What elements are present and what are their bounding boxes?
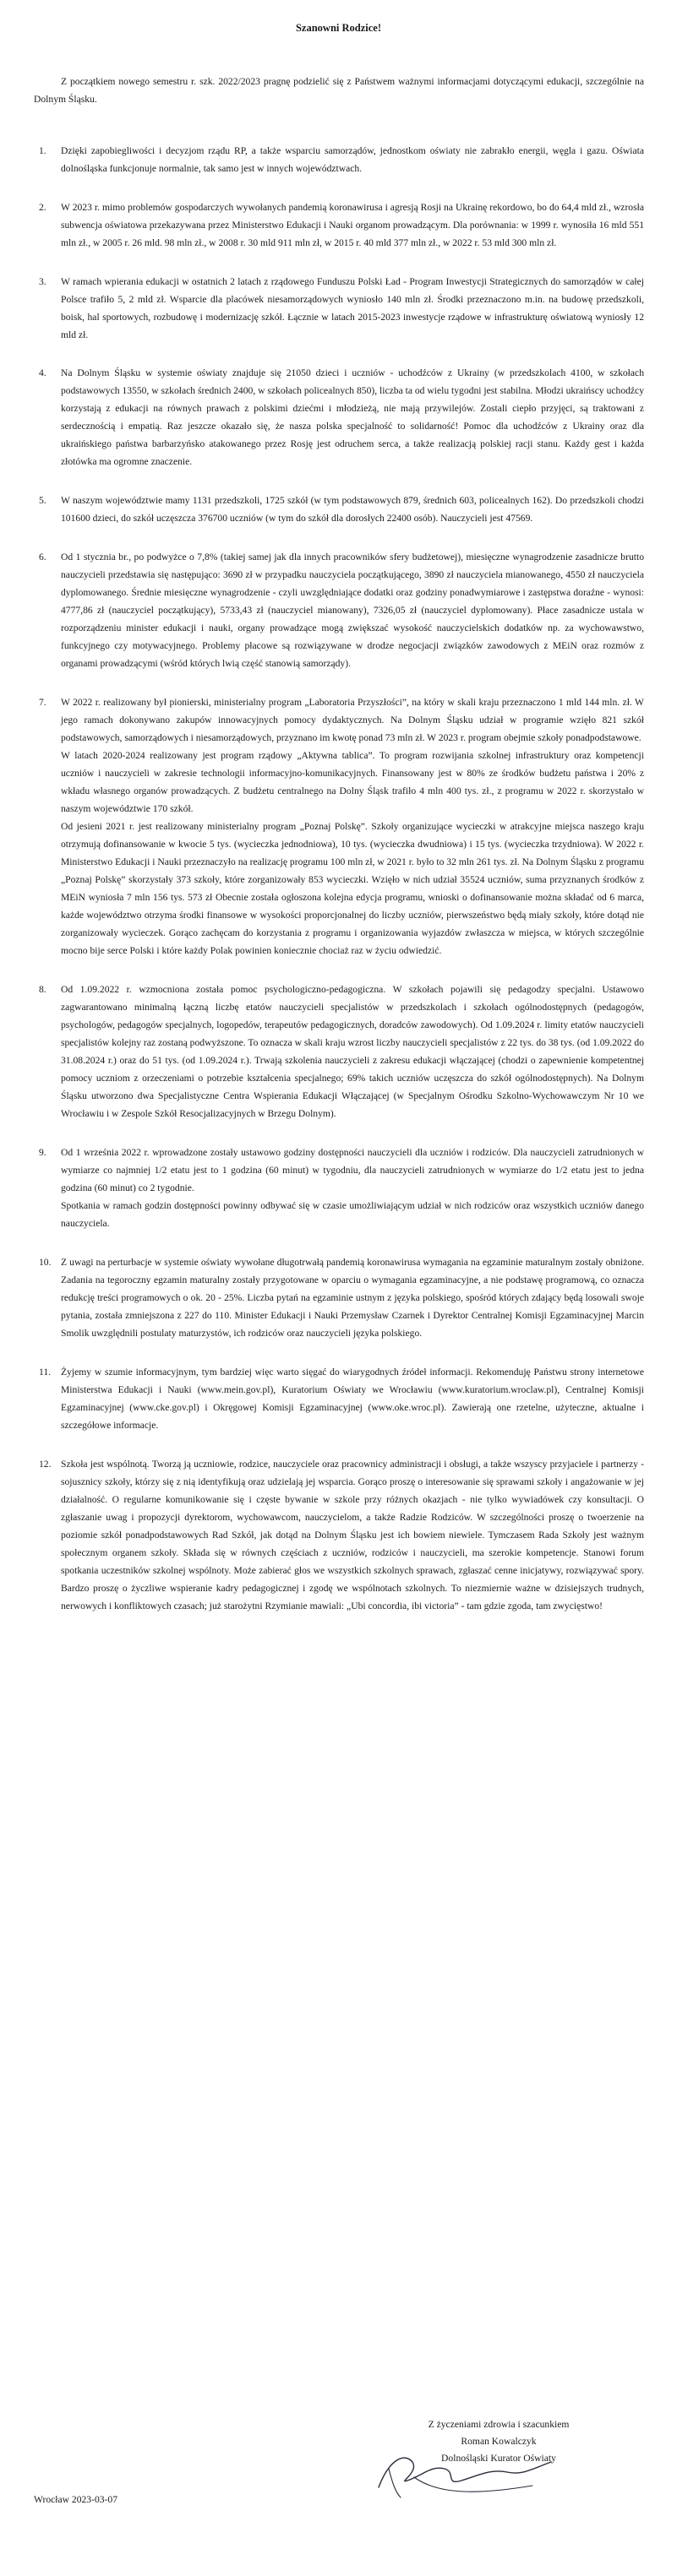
list-item-11 (34, 1363, 644, 1434)
list-item-8 (34, 981, 644, 1122)
item-number: 12. (39, 1459, 52, 1470)
item-text: Żyjemy w szumie informacyjnym, tym bardziej więc warto sięgać do wiarygodnych źródeł informacji. Rekomenduję Państwu strony internetowe Ministerstwa Edukacji i Nauki (www.mein.gov.pl), Kuratorium Oświaty we Wrocławiu (www.kuratorium.wroclaw.pl), Centralnej Komisji Egzaminacyjnej (www.cke.gov.pl) i Okręgowej Komisji Egzaminacyjnej (www.oke.wroc.pl). Zawierają one rzetelne, użyteczne, aktualne i szczegółowe informacje. (61, 1367, 644, 1431)
list-item-9 (34, 1144, 644, 1232)
item-number: 2. (39, 202, 46, 213)
item-number: 8. (39, 984, 46, 995)
item-number: 4. (39, 367, 46, 378)
item-text-continued: Od jesieni 2021 r. jest realizowany ministerialny program „Poznaj Polskę”. Szkoły organizujące wycieczki w atrakcyjne miejsca naszego kraju otrzymują dofinansowanie w kwocie 5 tys. (wycieczka jednodniowa), 10 tys. (wycieczka dwudniowa) i 15 tys. (wycieczka trzydniowa). W 2022 r. Ministerstwo Edukacji i Nauki przeznaczyło na realizację programu 100 mln zł, w 2021 r. było to 32 mln 261 tys. zł. Na Dolnym Śląsku z programu „Poznaj Polskę” skorzystały 373 szkoły, które zorganizowały 853 wycieczki. Wzięło w nich udział 35524 uczniów, suma przyznanych środków z MEiN wyniosła 7 mln 156 tys. 573 zł Obecnie została ogłoszona kolejna edycja programu, wnioski o dofinansowanie można składać od 6 marca, każde województwo otrzyma środki finansowe w wysokości proporcjonalnej do liczby uczniów, pierwszeństwo będą miały szkoły, które dotąd nie zorganizowały wycieczek. Gorąco zachęcam do korzystania z programu i organizowania wyjazdów zwłaszcza w miejsca, w których szczególnie mocno bije serce Polski i które każdy Polak powinien koniecznie chociaż raz w życiu odwiedzić. (61, 821, 644, 956)
item-text: Na Dolnym Śląsku w systemie oświaty znajduje się 21050 dzieci i uczniów - uchodźców z Ukrainy (w przedszkolach 4100, w szkołach podstawowych 13550, w szkołach średnich 2400, w szkołach policealnych 850), liczba ta od wielu tygodni jest stabilna. Młodzi ukraińscy uchodźcy korzystają z edukacji na równych prawach z polskimi dziećmi i młodzieżą, nie mają przywilejów. Zostali ciepło przyjęci, są traktowani z serdecznością i empatią. Raz jeszcze okazało się, że nasza polska specjalność to solidarność! Pomoc dla uchodźców z Ukrainy oraz dla ukraińskiego państwa barbarzyńsko atakowanego przez Rosję jest odruchem serca, a także realizacją polskiej racji stanu. Każdy gest i każda złotówka ma ogromne znaczenie. (61, 367, 644, 467)
handwritten-signature (363, 2443, 566, 2503)
letter-date: Wrocław 2023-03-07 (34, 2494, 118, 2505)
item-number: 6. (39, 552, 46, 562)
item-number: 3. (39, 276, 46, 287)
closing-greeting: Z życzeniami zdrowia i szacunkiem (428, 2419, 570, 2430)
signatory-position: Dolnośląski Kurator Oświaty (441, 2453, 556, 2464)
list-item-1 (34, 142, 644, 177)
list-item-2 (34, 198, 644, 252)
list-item-12 (34, 1455, 644, 1615)
item-text: W naszym województwie mamy 1131 przedszkoli, 1725 szkół (w tym podstawowych 879, średnich 603, policealnych 162). Do przedszkoli chodzi 101600 dzieci, do szkół uczęszcza 376700 uczniów (w tym do szkół dla dorosłych 22400 osób). Nauczycieli jest 47569. (61, 495, 644, 524)
item-text: Od 1 stycznia br., po podwyżce o 7,8% (takiej samej jak dla innych pracowników sfery budżetowej), miesięczne wynagrodzenie zasadnicze brutto nauczycieli przedstawia się następująco: 3690 zł w przypadku nauczyciela początkującego, 3890 zł nauczyciela mianowanego, 4550 zł nauczyciela dyplomowanego. Średnie miesięczne wynagrodzenie - czyli uwzględniające dodatki oraz godziny ponadwymiarowe i zastępstwa doraźne - wynosi: 4777,86 zł (nauczyciel początkujący), 5733,43 zł (nauczyciel mianowany), 7326,05 zł (nauczyciel dyplomowany). Płace zasadnicze ustala w rozporządzeniu minister edukacji i nauki, organy prowadzące mogą zwiększać wysokość nauczycielskich dodatków np. za wychowawstwo, funkcyjnego czy motywacyjnego. Problemy płacowe są rozwiązywane w drodze negocjacji związków zawodowych z MEiN oraz rozmów z organami prowadzącymi (wśród których lwią część stanowią samorządy). (61, 552, 644, 669)
item-number: 5. (39, 495, 46, 506)
item-number: 1. (39, 145, 46, 156)
item-text: Od 1 września 2022 r. wprowadzone zostały ustawowo godziny dostępności nauczycieli dla uczniów i rodziców. Dla nauczycieli zatrudnionych w wymiarze co najmniej 1/2 etatu jest to 1 godzina (60 minut) w tygodniu, dla nauczycieli zatrudnionych w wymiarze do 1/2 etatu jest to jedna godzina (60 minut) co 2 tygodnie. (61, 1147, 644, 1193)
item-number: 9. (39, 1147, 46, 1158)
item-text: W 2023 r. mimo problemów gospodarczych wywołanych pandemią koronawirusa i agresją Rosji na Ukrainę rekordowo, bo do 64,4 mld zł., wzrosła subwencja oświatowa przekazywana przez Ministerstwo Edukacji i Nauki organom prowadzącym. Dla porównania: w 1999 r. wynosiła 16 mld 551 mln zł., w 2005 r. 26 mld. 98 mln zł., w 2008 r. 30 mld 911 mln zł, w 2015 r. 40 mld 377 mln zł., w 2022 r. 53 mld 300 mln zł. (61, 202, 644, 248)
item-text-continued: W latach 2020-2024 realizowany jest program rządowy „Aktywna tablica”. To program rozwijania szkolnej infrastruktury oraz kompetencji uczniów i nauczycieli w zakresie technologii informacyjno-komunikacyjnych. Finansowany jest w 80% ze środków budżetu państwa i 20% z wkładu własnego organów prowadzących. Z budżetu centralnego na Dolny Śląsk trafiło 4 mln 400 tys. zł., z programu w 2022 r. skorzystało w naszym województwie 170 szkół. (61, 750, 644, 814)
item-text: Dzięki zapobiegliwości i decyzjom rządu RP, a także wsparciu samorządów, jednostkom oświaty nie zabrakło energii, węgla i gazu. Oświata dolnośląska funkcjonuje normalnie, tak samo jest w innych województwach. (61, 145, 644, 174)
list-item-3 (34, 273, 644, 344)
list-item-10 (34, 1253, 644, 1342)
item-number: 11. (39, 1367, 52, 1378)
signatory-name: Roman Kowalczyk (461, 2436, 537, 2447)
list-item-7 (34, 693, 644, 959)
intro-paragraph: Z początkiem nowego semestru r. szk. 2022/2023 pragnę podzielić się z Państwem ważnymi informacjami dotyczącymi edukacji, szczególnie na Dolnym Śląsku. (34, 76, 644, 105)
item-text: W 2022 r. realizowany był pionierski, ministerialny program „Laboratoria Przyszłości”, na który w skali kraju przeznaczono 1 mld 144 mln. zł. W jego ramach dokonywano zakupów innowacyjnych pomocy dydaktycznych. Na Dolnym Śląsku udział w programie wzięło 821 szkół podstawowych, samorządowych i niesamorządowych, przyznano im kwotę ponad 73 mln zł. W 2023 r. program obejmie szkoły ponadpodstawowe. (61, 697, 644, 743)
item-number: 7. (39, 697, 46, 708)
item-text: W ramach wpierania edukacji w ostatnich 2 latach z rządowego Funduszu Polski Ład - Program Inwestycji Strategicznych do samorządów w całej Polsce trafiło 5, 2 mld zł. Wsparcie dla placówek niesamorządowych wyniosło 140 mln zł. Środki przeznaczono m.in. na budowę przedszkoli, boisk, hal sportowych, rozbudowę i modernizację szkół. Łącznie w latach 2015-2023 inwestycje rządowe w infrastrukturę oświatową wyniosły 12 mld zł. (61, 276, 644, 340)
list-item-6 (34, 548, 644, 672)
list-item-4 (34, 364, 644, 470)
item-text: Od 1.09.2022 r. wzmocniona została pomoc psychologiczno-pedagogiczna. W szkołach pojawili się pedagodzy specjalni. Ustawowo zagwarantowano minimalną łączną liczbę etatów nauczycieli specjalistów w przedszkolach i szkołach ogólnodostępnych (pedagogów, psychologów, pedagogów specjalnych, logopedów, terapeutów pedagogicznych, doradców zawodowych). Od 1.09.2024 r. limity etatów nauczycieli specjalistów kolejny raz zostaną podwyższone. To oznacza w skali kraju wzrost liczby nauczycieli specjalistów z 22 tys. do 38 tys. (od 1.09.2022 do 31.08.2024 r.) oraz do 51 tys. (od 1.09.2024 r.). Trwają szkolenia nauczycieli z zakresu edukacji włączającej (chodzi o zapewnienie kompetentnej pomocy uczniom z orzeczeniami o potrzebie kształcenia specjalnego; 69% takich uczniów uczęszcza do szkół ogólnodostępnych). Na Dolnym Śląsku utworzono dwa Specjalistyczne Centra Wspierania Edukacji Włączającej (w Specjalnym Ośrodku Szkolno-Wychowawczym Nr 10 we Wrocławiu i w Zespole Szkół Resocjalizacyjnych w Brzegu Dolnym). (61, 984, 644, 1119)
item-text: Szkoła jest wspólnotą. Tworzą ją uczniowie, rodzice, nauczyciele oraz pracownicy administracji i obsługi, a także wszyscy przyjaciele i partnerzy - sojusznicy szkoły, którzy się z nią identyfikują oraz udzielają jej wsparcia. Gorąco proszę o interesowanie się sprawami szkoły i angażowanie w jej działalność. O regularne komunikowanie się i częste bywanie w szkole przy różnych okazjach - nie tylko wywiadówek czy konsultacji. O zgłaszanie uwag i propozycji dyrektorom, wychowawcom, nauczycielom, a także Radzie Rodziców. W szczególności proszę o twoerzenie na poziomie szkół ponadpodstawowych Rad Szkół, jak dotąd na Dolnym Śląsku jest ich bowiem niewiele. Tymczasem Rada Szkoły jest ważnym społecznym organem szkoły. Składa się w równych częściach z uczniów, rodziców i nauczycieli, ma szerokie kompetencje. Stanowi forum spotkania uczestników szkolnej wspólnoty. Może zabierać głos we wszystkich szkolnych sprawach, zgłaszać cenne inicjatywy, rozwiązywać spory. Bardzo proszę o życzliwe wspieranie kadry pedagogicznej i zgodę we wspólnotach szkolnych. To niezmiernie ważne w dzisiejszych trudnych, nerwowych i konfliktowych czasach; już starożytni Rzymianie mawiali: „Ubi concordia, ibi victoria” - tam gdzie zgoda, tam zwycięstwo! (61, 1459, 644, 1611)
numbered-list (34, 142, 644, 1615)
item-text-continued: Spotkania w ramach godzin dostępności powinny odbywać się w czasie umożliwiającym udział w nich rodziców oraz wszystkich uczniów danego nauczyciela. (61, 1200, 644, 1229)
item-text: Z uwagi na perturbacje w systemie oświaty wywołane długotrwałą pandemią koronawirusa wymagania na egzaminie maturalnym zostały obniżone. Zadania na tegoroczny egzamin maturalny zostały przygotowane w oparciu o wymagania egzaminacyjne, a nie podstawę programową, co oznacza redukcję treści programowych o ok. 20 - 25%. Liczba pytań na egzaminie ustnym z języka polskiego, spośród których zdający będą losowali swoje pytania, została zmniejszona z 227 do 110. Minister Edukacji i Nauki Przemysław Czarnek i Dyrektor Centralnej Komisji Egzaminacyjnej Marcin Smolik uwzględnili postulaty maturzystów, ich rodziców oraz nauczycieli języka polskiego. (61, 1257, 644, 1339)
letter-heading: Szanowni Rodzice! (295, 22, 382, 34)
list-item-5 (34, 492, 644, 527)
item-number: 10. (39, 1257, 52, 1268)
